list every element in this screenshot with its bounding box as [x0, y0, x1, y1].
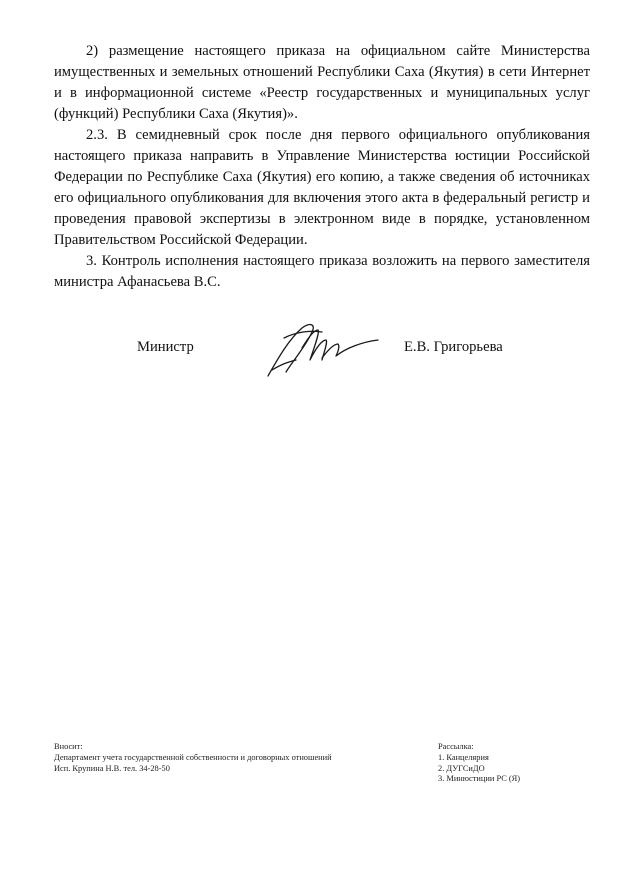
- signer-title: Министр: [137, 339, 194, 355]
- footer-distribution: [438, 742, 598, 785]
- document-body: [54, 41, 590, 293]
- distribution-heading: Рассылка:: [438, 742, 474, 751]
- paragraph-publication: 2) размещение настоящего приказа на официальном сайте Министерства имущественных и земельных отношений Республики Саха (Якутия) в сети Интернет и в информационной системе «Реестр государственных и муниципальных услуг (функций) Республики Саха (Якутия)».: [54, 43, 590, 122]
- handwritten-signature: [262, 318, 382, 380]
- signer-name: Е.В. Григорьева: [404, 339, 503, 355]
- submitted-by-department: Департамент учета государственной собственности и договорных отношений: [54, 752, 332, 762]
- distribution-item: 1. Канцелярия: [438, 752, 489, 762]
- submitted-by-heading: Вносит:: [54, 742, 83, 751]
- distribution-item: 3. Минюстиции РС (Я): [438, 774, 521, 784]
- distribution-item: 2. ДУГСиДО: [438, 763, 485, 773]
- submitted-by-executor: Исп. Крупина Н.В. тел. 34-28-50: [54, 763, 170, 773]
- paragraph-registration: 2.3. В семидневный срок после дня первого официального опубликования настоящего приказа направить в Управление Министерства юстиции Российской Федерации по Республике Саха (Якутия) его копию, а также сведения об источниках его официального опубликования для включения этого акта в федеральный регистр и проведения правовой экспертизы в электронном виде в порядке, установленном Правительством Российской Федерации.: [54, 127, 590, 248]
- footer-submitted-by: [54, 742, 414, 774]
- paragraph-control: 3. Контроль исполнения настоящего приказа возложить на первого заместителя министра Афанасьева В.С.: [54, 253, 590, 290]
